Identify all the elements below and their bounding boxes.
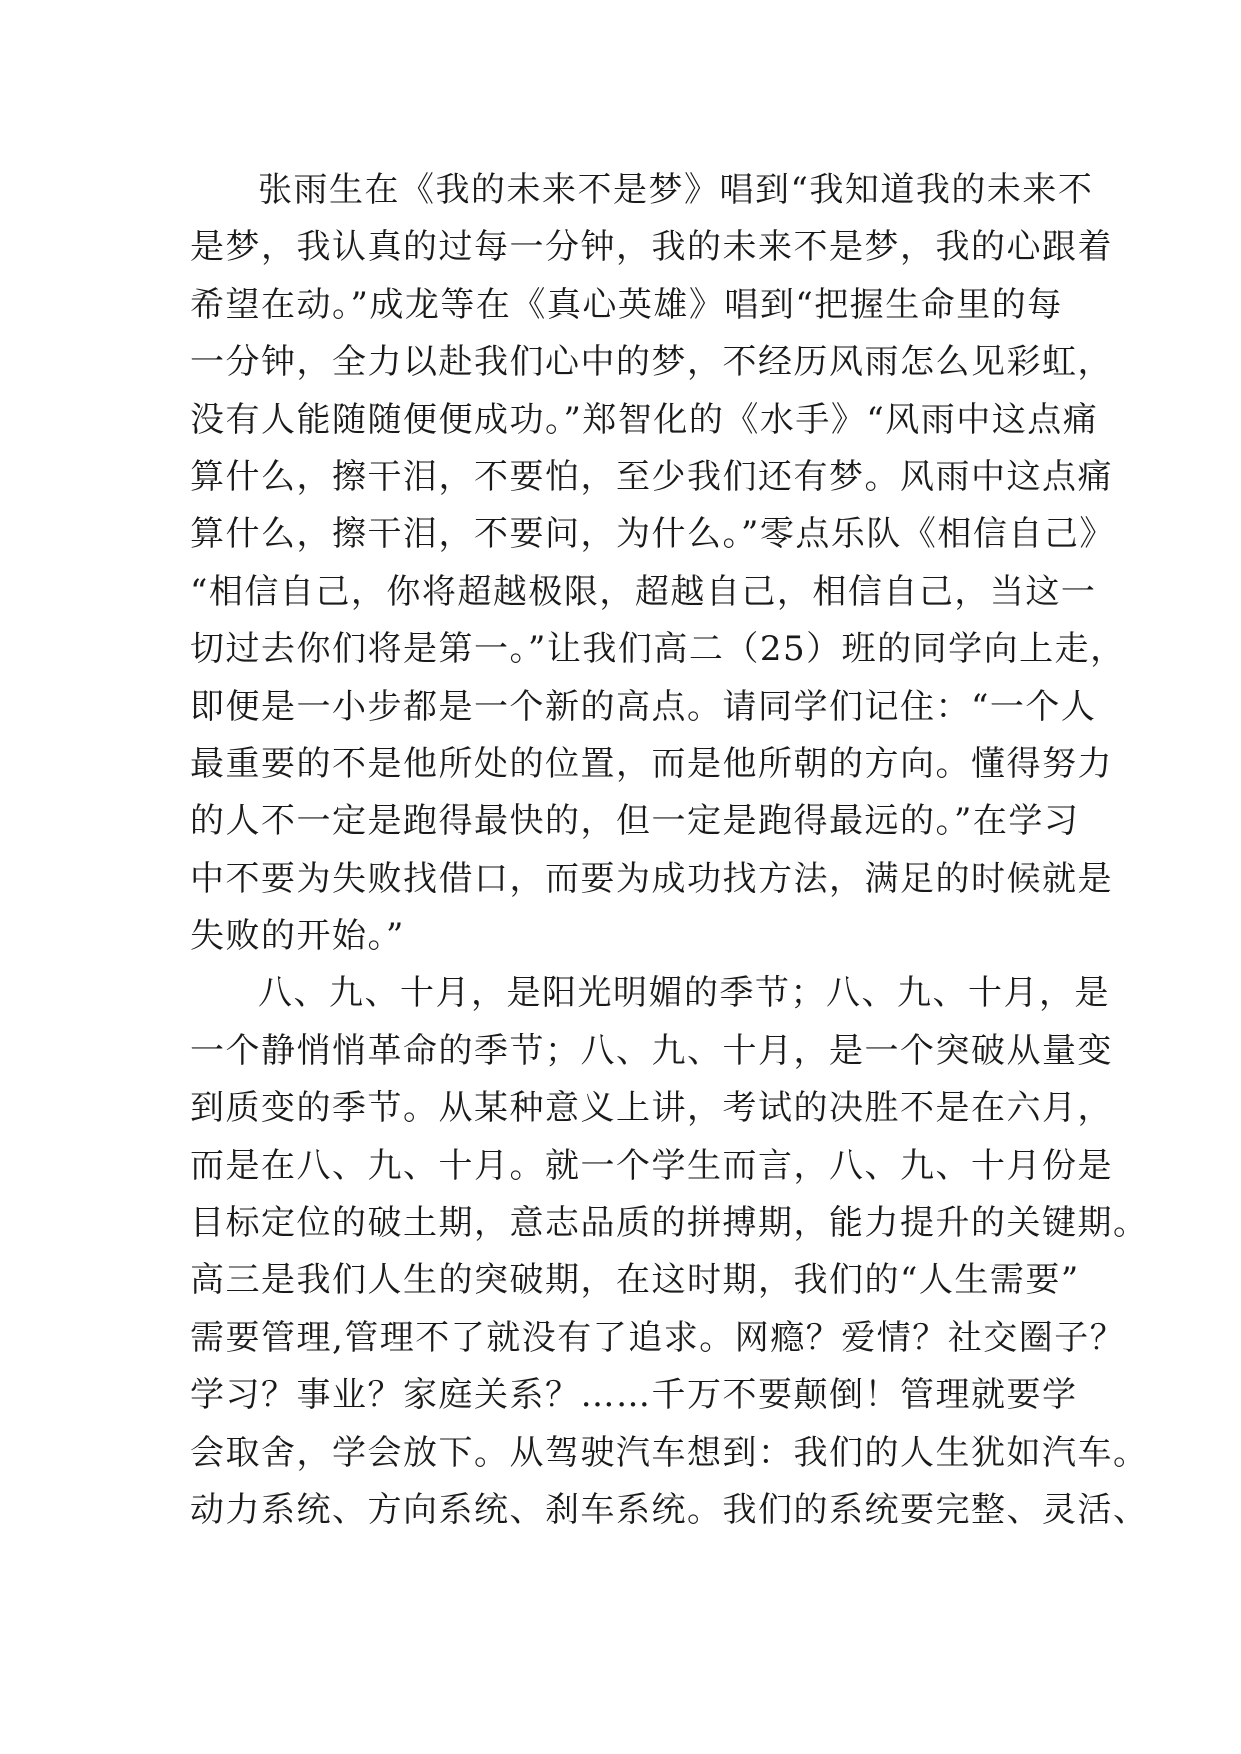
paragraph-1-line-10: 即便是一小步都是一个新的高点。请同学们记住：“一个人 [190,686,1097,727]
paragraph-1-line-13: 中不要为失败找借口，而要为成功找方法，满足的时候就是 [190,858,1113,899]
paragraph-1-line-4: 一分钟，全力以赴我们心中的梦，不经历风雨怎么见彩虹， [190,342,1113,383]
paragraph-2-line-5: 目标定位的破土期，意志品质的拼搏期，能力提升的关键期。 [190,1203,1149,1244]
paragraph-1-line-14: 失败的开始。” [190,916,405,957]
paragraph-2-line-7: 需要管理,管理不了就没有了追求。网瘾？爱情？社交圈子？ [190,1317,1126,1358]
paragraph-2-line-9: 会取舍，学会放下。从驾驶汽车想到：我们的人生犹如汽车。 [190,1432,1149,1473]
document-body [190,162,1149,1539]
paragraph-1-line-7: 算什么，擦干泪，不要问，为什么。”零点乐队《相信自己》 [190,514,1115,555]
paragraph-1-line-6: 算什么，擦干泪，不要怕，至少我们还有梦。风雨中这点痛 [190,456,1113,497]
paragraph-2-line-1: 八、九、十月，是阳光明媚的季节；八、九、十月，是 [258,973,1110,1014]
paragraph-2-line-8: 学习？事业？家庭关系？……千万不要颠倒！管理就要学 [190,1375,1078,1416]
paragraph-1-line-9: 切过去你们将是第一。”让我们高二（25）班的同学向上走， [190,629,1126,670]
paragraph-2-line-10: 动力系统、方向系统、刹车系统。我们的系统要完整、灵活、 [190,1489,1149,1530]
paragraph-1-line-8: “相信自己，你将超越极限，超越自己，相信自己，当这一 [190,571,1097,612]
paragraph-1-line-5: 没有人能随随便便成功。”郑智化的《水手》“风雨中这点痛 [190,399,1099,440]
paragraph-1-line-3: 希望在动。”成龙等在《真心英雄》唱到“把握生命里的每 [190,284,1063,325]
paragraph-2-line-4: 而是在八、九、十月。就一个学生而言，八、九、十月份是 [190,1145,1113,1186]
paragraph-1-line-11: 最重要的不是他所处的位置，而是他所朝的方向。懂得努力 [190,743,1113,784]
paragraph-2-line-2: 一个静悄悄革命的季节；八、九、十月，是一个突破从量变 [190,1030,1113,1071]
paragraph-1-line-2: 是梦，我认真的过每一分钟，我的未来不是梦，我的心跟着 [190,227,1113,268]
paragraph-1-line-1: 张雨生在《我的未来不是梦》唱到“我知道我的未来不 [258,170,1094,210]
paragraph-1-line-12: 的人不一定是跑得最快的，但一定是跑得最远的。”在学习 [190,801,1080,842]
paragraph-2-line-6: 高三是我们人生的突破期，在这时期，我们的“人生需要” [190,1260,1080,1301]
paragraph-2-line-3: 到质变的季节。从某种意义上讲，考试的决胜不是在六月， [190,1088,1113,1129]
